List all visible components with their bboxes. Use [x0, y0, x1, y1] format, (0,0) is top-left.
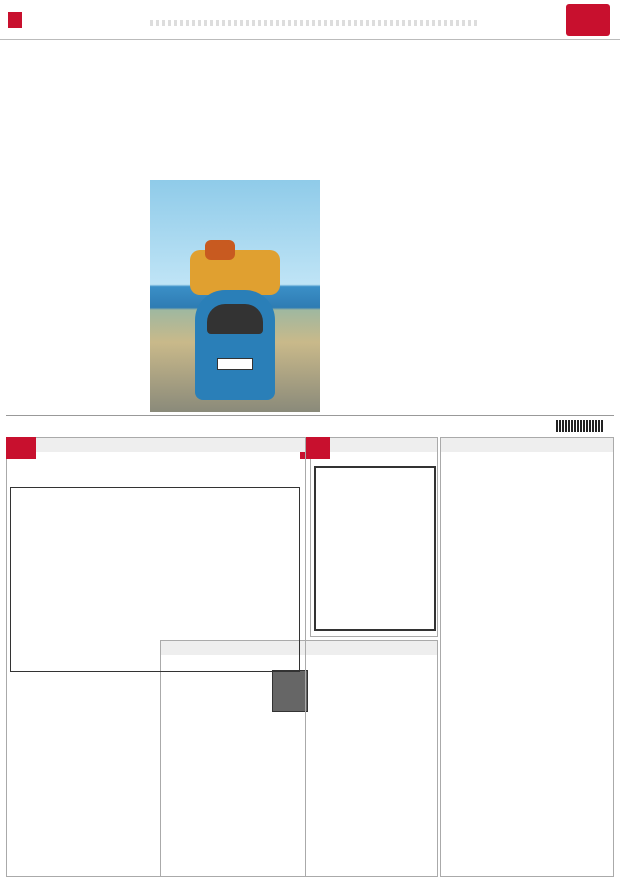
masthead — [0, 0, 620, 40]
across-clues — [158, 676, 304, 872]
car-window — [207, 304, 263, 334]
luggage-illustration — [205, 240, 235, 260]
license-plate — [217, 358, 253, 370]
story-subtitle — [445, 454, 609, 464]
puzzle-section-divider — [6, 415, 614, 429]
crossword-row-numbers — [300, 487, 310, 672]
article-column-5 — [6, 80, 76, 410]
article-column-3 — [150, 80, 320, 176]
story-panel — [440, 437, 614, 877]
luggage-illustration — [190, 250, 280, 295]
story-column-left — [445, 466, 525, 871]
article-photo — [150, 180, 320, 412]
page-number — [8, 12, 22, 28]
barcode — [556, 420, 604, 432]
crossword-grid[interactable] — [10, 487, 300, 672]
martyr-column-right — [313, 717, 435, 873]
newspaper-logo — [566, 4, 610, 36]
article-column-4 — [80, 80, 145, 410]
martyr-tag — [361, 657, 435, 667]
story-column-right — [529, 466, 611, 871]
decorative-pattern — [150, 20, 480, 26]
story-title — [441, 438, 613, 452]
car-illustration — [195, 290, 275, 400]
crossword-title — [7, 438, 305, 452]
sudoku-grid[interactable] — [314, 466, 436, 631]
down-clues — [8, 676, 154, 872]
article-column-1 — [478, 80, 610, 410]
crossword-number-tag — [6, 437, 36, 459]
article-column-2 — [325, 80, 473, 410]
